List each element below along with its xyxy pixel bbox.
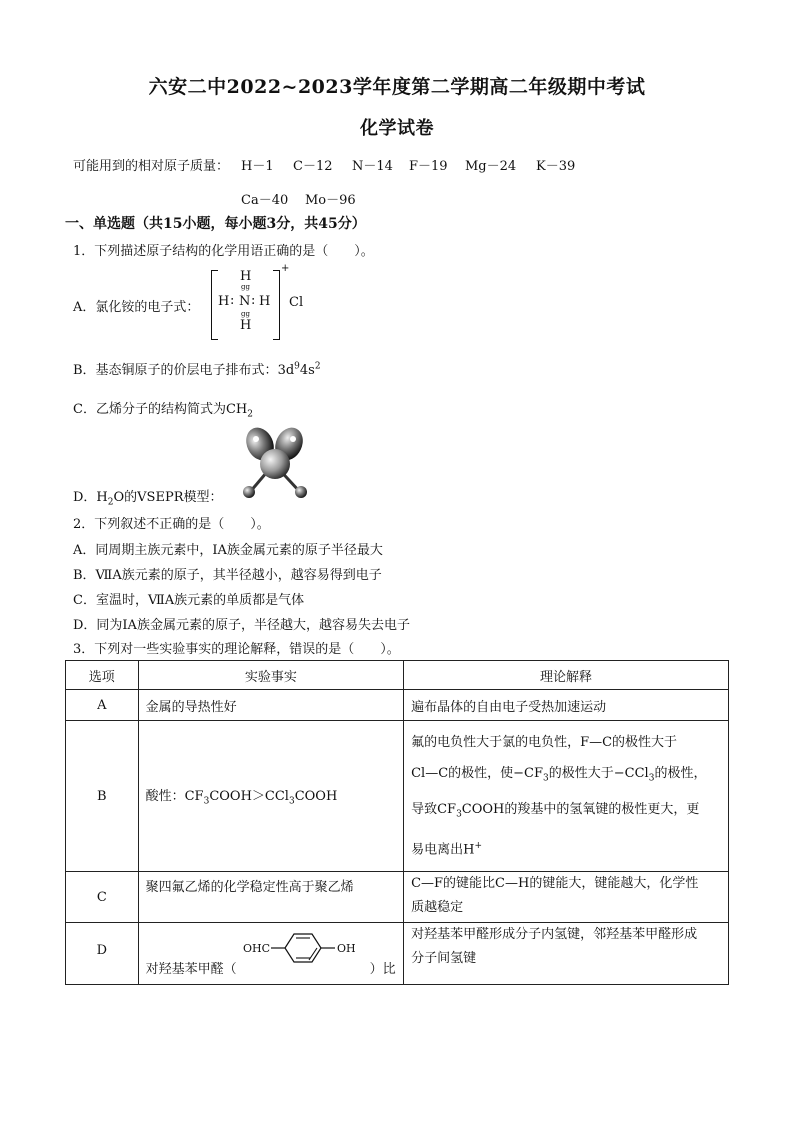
- right-bracket: [273, 270, 280, 340]
- atomic-mass-mg: Mg－24: [465, 159, 517, 174]
- dots-top: gg: [241, 283, 250, 291]
- row-b-fact: [138, 721, 403, 872]
- table-row: [66, 721, 729, 872]
- row-b-expl-l2s1: 3: [543, 773, 549, 784]
- row-b-expl-l4: 易电离出H: [411, 842, 475, 858]
- n-center: N: [239, 294, 251, 309]
- row-b-expl-l3s: 3: [456, 809, 462, 820]
- atomic-mass-f: F－19: [409, 159, 448, 174]
- row-b-expl-line3: [411, 794, 721, 831]
- row-a-option: A: [66, 690, 139, 721]
- struct-oh-label: OH: [336, 942, 356, 955]
- atomic-mass-label: 可能用到的相对原子质量：: [73, 159, 230, 174]
- atomic-mass-n: N－14: [352, 159, 393, 174]
- row-b-expl-l2s2: 3: [648, 773, 655, 784]
- row-b-explanation: [404, 721, 729, 872]
- row-c-option: C: [66, 872, 139, 923]
- vsepr-model-image: [236, 424, 316, 500]
- q1-option-d-sub: 2: [107, 497, 114, 508]
- row-d-option: D: [66, 923, 139, 985]
- header-fact: 实验事实: [138, 661, 403, 690]
- q1-option-b: [73, 359, 321, 378]
- row-b-option: B: [66, 721, 139, 872]
- row-b-expl-line2: [411, 758, 721, 795]
- table-row: [66, 872, 729, 923]
- row-b-expl-line4: [411, 831, 721, 865]
- row-c-explanation: [404, 872, 729, 923]
- row-b-expl-l3a: 导致CF: [411, 802, 457, 818]
- hydroxybenzaldehyde-structure: [239, 929, 369, 969]
- row-b-expl-l2c: 的极性，: [654, 765, 707, 781]
- atomic-mass-h: H－1: [241, 159, 274, 174]
- row-d-fact: [138, 923, 403, 985]
- chloride: Cl: [289, 295, 304, 310]
- q1-option-c-sub: 2: [247, 409, 253, 420]
- row-b-fact-sub1: 3: [203, 796, 210, 807]
- q2-option-d: D．同为ⅠA族金属元素的原子，半径越大，越容易失去电子: [73, 618, 410, 633]
- cu-config-sup9: 9: [294, 361, 300, 372]
- q3-stem: 3．下列对一些实验事实的理论解释，错误的是（ ）。: [73, 642, 400, 657]
- row-c-expl-line1: C—F的键能比C—H的键能大，键能越大，化学性: [411, 876, 699, 891]
- header-explanation: 理论解释: [404, 661, 729, 690]
- q1-option-d-pre: D．H: [73, 490, 108, 505]
- q2-option-b: B．ⅦA族元素的原子，其半径越小，越容易得到电子: [73, 568, 382, 583]
- cu-config-sup2: 2: [314, 361, 321, 372]
- row-b-expl-l4sup: +: [474, 840, 482, 851]
- q2-option-a: A．同周期主族元素中，ⅠA族金属元素的原子半径最大: [73, 543, 383, 558]
- row-b-fact-pre: 酸性：CF: [145, 789, 204, 805]
- row-d-explanation: [404, 923, 729, 985]
- h-left: H: [218, 294, 230, 309]
- table-row: [66, 923, 729, 985]
- q1-option-c-label: C．乙烯分子的结构简式为CH: [73, 402, 248, 417]
- row-b-fact-sub2: 3: [288, 796, 295, 807]
- table-header-row: [66, 661, 729, 690]
- row-d-fact-post: ）比: [369, 962, 396, 977]
- q1-stem: 1．下列描述原子结构的化学用语正确的是（ ）。: [73, 244, 374, 259]
- row-b-fact-post: COOH: [294, 789, 338, 805]
- row-a-explanation: 遍布晶体的自由电子受热加速运动: [404, 690, 729, 721]
- colon-left: :: [230, 293, 235, 308]
- charge-plus: +: [281, 263, 290, 274]
- header-option: 选项: [66, 661, 139, 690]
- row-b-expl-l2a: Cl—C的极性，使−CF: [411, 765, 544, 781]
- h-bottom: H: [240, 318, 252, 333]
- row-b-fact-mid: COOH＞CCl: [209, 789, 289, 805]
- q1-option-b-label: B．基态铜原子的价层电子排布式：: [73, 363, 278, 378]
- section-heading: 一、单选题（共15小题，每小题3分，共45分）: [65, 216, 366, 232]
- h-top: H: [240, 269, 252, 284]
- row-d-expl-line2: 分子间氢键: [411, 951, 477, 966]
- table-row: [66, 690, 729, 721]
- q1-option-a-label: A．氯化铵的电子式：: [73, 300, 200, 315]
- q2-option-c: C．室温时，ⅦA族元素的单质都是气体: [73, 593, 305, 608]
- q3-table: [65, 660, 729, 985]
- row-c-expl-line2: 质越稳定: [411, 900, 464, 915]
- q1-option-d: [73, 486, 222, 508]
- cu-config-4s: 4s: [299, 363, 315, 378]
- left-bracket: [211, 270, 218, 340]
- atomic-mass-k: K－39: [536, 159, 576, 174]
- row-b-expl-line1: 氟的电负性大于氯的电负性，F—C的极性大于: [411, 734, 678, 750]
- dots-bottom: gg: [241, 310, 250, 318]
- struct-cho-label: OHC: [242, 942, 270, 955]
- row-a-fact: 金属的导热性好: [138, 690, 403, 721]
- row-b-expl-l2b: 的极性大于−CCl: [548, 765, 649, 781]
- row-d-expl-line1: 对羟基苯甲醛形成分子内氢键，邻羟基苯甲醛形成: [411, 927, 698, 942]
- row-b-expl-l3b: COOH的羧基中的氢氧键的极性更大，更: [461, 802, 700, 818]
- h-right: H: [259, 294, 271, 309]
- colon-right: :: [251, 293, 256, 308]
- q1-option-c: [73, 398, 253, 420]
- exam-title: 六安二中2022~2023学年度第二学期高二年级期中考试: [148, 76, 646, 98]
- exam-subtitle: 化学试卷: [360, 118, 434, 139]
- row-d-fact-pre: 对羟基苯甲醛（: [145, 962, 237, 977]
- row-c-fact: 聚四氟乙烯的化学稳定性高于聚乙烯: [138, 872, 403, 923]
- q2-stem: 2．下列叙述不正确的是（ ）。: [73, 517, 270, 532]
- atomic-mass-mo: Mo－96: [305, 193, 356, 208]
- q1-option-d-post: O的VSEPR模型：: [113, 490, 223, 505]
- atomic-mass-c: C－12: [293, 159, 333, 174]
- cu-config-3d: 3d: [277, 363, 295, 378]
- atomic-mass-ca: Ca－40: [241, 193, 289, 208]
